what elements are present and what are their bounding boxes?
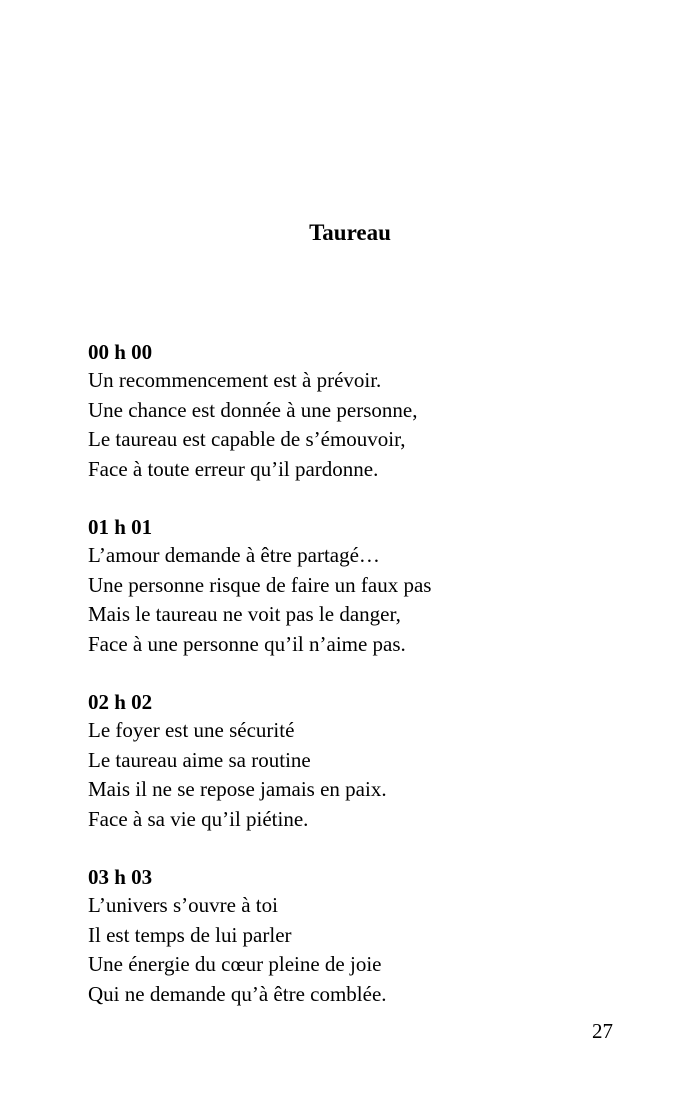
stanza-line: Le taureau aime sa routine [88, 747, 311, 772]
stanza-line: Un recommencement est à prévoir. [88, 368, 382, 392]
stanza-line: L’amour demande à être partagé… [88, 543, 380, 567]
stanza-02h02 [88, 688, 648, 834]
stanza-heading: 01 h 01 [88, 515, 153, 539]
stanza-line: Une chance est donnée à une personne, [88, 397, 418, 422]
stanza-line: Mais le taureau ne voit pas le danger, [88, 602, 401, 626]
stanza-line: Qui ne demande qu’à être comblée. [88, 981, 387, 1006]
stanza-line: Le taureau est capable de s’émouvoir, [88, 427, 406, 451]
stanza-heading: 03 h 03 [88, 865, 153, 889]
stanza-01h01 [88, 513, 648, 659]
stanza-line: Face à toute erreur qu’il pardonne. [88, 456, 379, 481]
stanza-line: Une énergie du cœur pleine de joie [88, 952, 382, 976]
page-title: Taureau [309, 220, 391, 245]
stanza-line: Il est temps de lui parler [88, 922, 292, 947]
stanza-heading: 02 h 02 [88, 690, 153, 714]
stanza-heading: 00 h 00 [88, 340, 153, 364]
stanza-line: Une personne risque de faire un faux pas [88, 572, 432, 597]
stanza-03h03 [88, 863, 648, 1009]
stanza-line: L’univers s’ouvre à toi [88, 893, 278, 917]
stanza-line: Le foyer est une sécurité [88, 718, 295, 742]
stanza-00h00 [88, 338, 648, 484]
stanza-line: Mais il ne se repose jamais en paix. [88, 777, 387, 801]
page-number: 27 [592, 1019, 613, 1043]
stanza-line: Face à une personne qu’il n’aime pas. [88, 631, 406, 656]
stanza-line: Face à sa vie qu’il piétine. [88, 806, 309, 831]
